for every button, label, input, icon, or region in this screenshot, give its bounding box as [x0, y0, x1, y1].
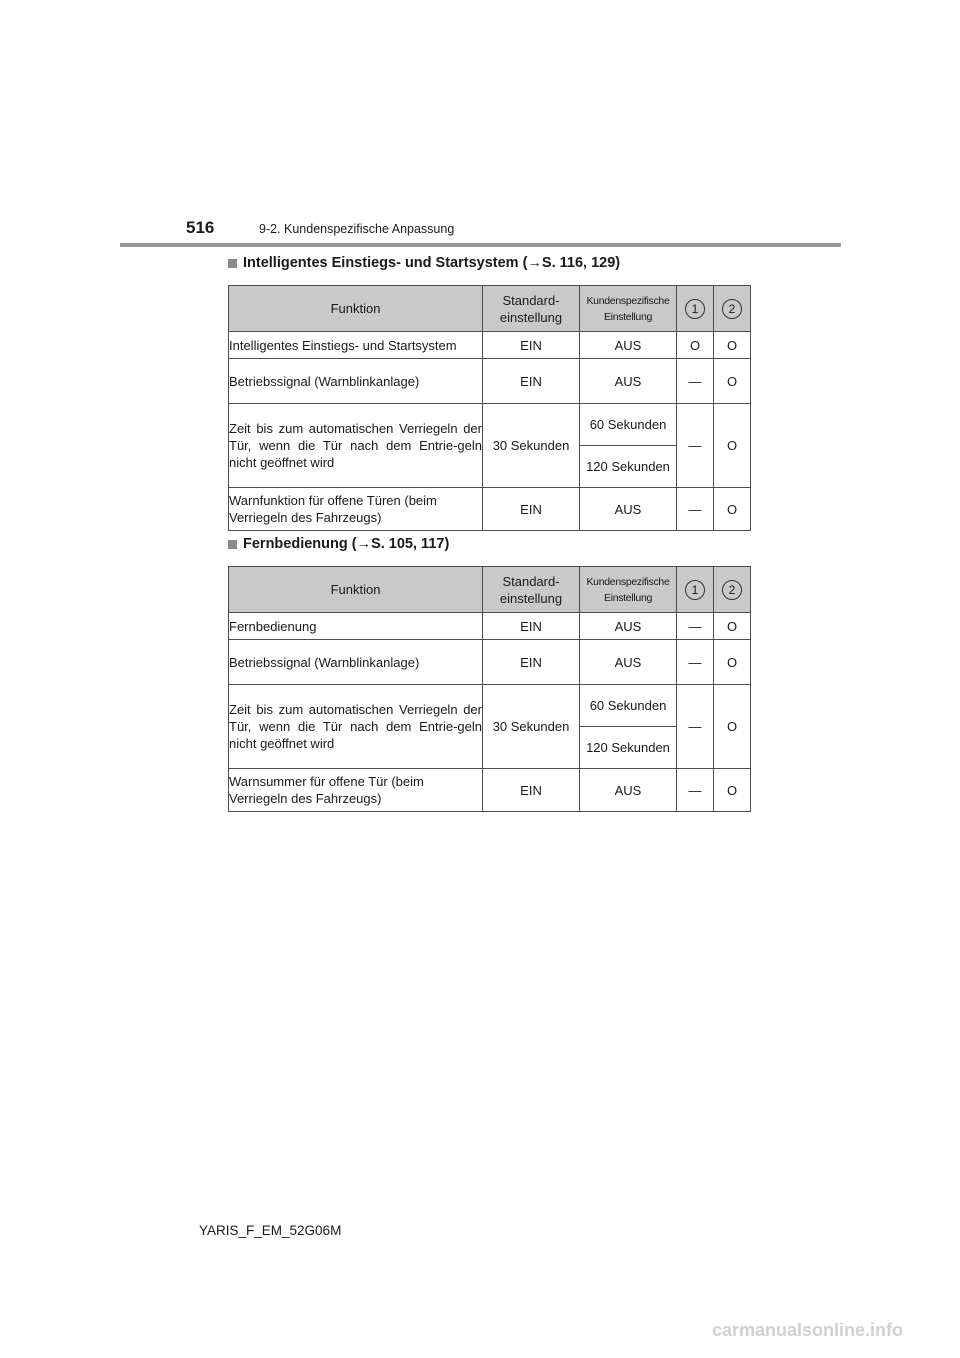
cell-function: Fernbedienung [229, 613, 483, 640]
cell-function: Warnfunktion für offene Türen (beim Verriegeln des Fahrzeugs) [229, 488, 483, 531]
column-header-default: Standard- einstellung [483, 286, 580, 332]
cell-default: EIN [483, 359, 580, 404]
cell-function: Zeit bis zum automatischen Verriegeln der Tür, wenn die Tür nach dem Entrie-geln nicht geöffnet wird [229, 685, 483, 769]
cell-custom-option: 60 Sekunden [580, 404, 677, 446]
header-divider [120, 243, 841, 247]
cell-c2: O [714, 404, 751, 488]
section-heading-remote [228, 536, 449, 552]
circled-1-icon: 1 [685, 580, 705, 600]
circled-2-icon: 2 [722, 580, 742, 600]
cell-c1: — [677, 685, 714, 769]
cell-default: EIN [483, 640, 580, 685]
table-row [229, 685, 751, 727]
column-header-2 [714, 286, 751, 332]
cell-custom-option: 120 Sekunden [580, 727, 677, 769]
table-row [229, 359, 751, 404]
cell-c2: O [714, 640, 751, 685]
column-header-1 [677, 286, 714, 332]
cell-custom: AUS [580, 359, 677, 404]
heading-text: Fernbedienung (→S. 105, 117) [243, 536, 450, 552]
cell-custom-option: 60 Sekunden [580, 685, 677, 727]
cell-c1: O [677, 332, 714, 359]
cell-default: EIN [483, 613, 580, 640]
circled-1-icon: 1 [685, 299, 705, 319]
table-row [229, 488, 751, 531]
cell-default: 30 Sekunden [483, 404, 580, 488]
cell-custom: AUS [580, 332, 677, 359]
column-header-custom: Kundenspezifische Einstellung [580, 567, 677, 613]
cell-custom: AUS [580, 613, 677, 640]
table-row [229, 613, 751, 640]
cell-function: Betriebssignal (Warnblinkanlage) [229, 359, 483, 404]
cell-function: Zeit bis zum automatischen Verriegeln der Tür, wenn die Tür nach dem Entrie-geln nicht geöffnet wird [229, 404, 483, 488]
settings-table-remote [228, 566, 751, 812]
watermark: carmanualsonline.info [712, 1320, 904, 1340]
cell-c1: — [677, 359, 714, 404]
cell-function: Intelligentes Einstiegs- und Startsystem [229, 332, 483, 359]
table-row [229, 404, 751, 446]
cell-custom-option: 120 Sekunden [580, 446, 677, 488]
heading-text: Intelligentes Einstiegs- und Startsystem (→S. 116, 129) [243, 255, 621, 271]
column-header-default: Standard- einstellung [483, 567, 580, 613]
cell-c2: O [714, 769, 751, 812]
cell-function: Betriebssignal (Warnblinkanlage) [229, 640, 483, 685]
circled-2-icon: 2 [722, 299, 742, 319]
page-number: 516 [186, 218, 215, 237]
section-title: 9-2. Kundenspezifische Anpassung [259, 222, 455, 236]
table-header-row [229, 286, 751, 332]
table-header-row [229, 567, 751, 613]
cell-default: 30 Sekunden [483, 685, 580, 769]
cell-c2: O [714, 685, 751, 769]
cell-c2: O [714, 332, 751, 359]
table-row [229, 332, 751, 359]
cell-function: Warnsummer für offene Tür (beim Verriegeln des Fahrzeugs) [229, 769, 483, 812]
table-row [229, 640, 751, 685]
cell-default: EIN [483, 769, 580, 812]
document-code: YARIS_F_EM_52G06M [199, 1223, 342, 1238]
settings-table-entry-start [228, 285, 751, 531]
cell-c1: — [677, 640, 714, 685]
cell-custom: AUS [580, 769, 677, 812]
section-heading-entry-start [228, 255, 620, 271]
cell-c1: — [677, 769, 714, 812]
table-row [229, 769, 751, 812]
cell-c1: — [677, 404, 714, 488]
cell-c2: O [714, 488, 751, 531]
cell-custom: AUS [580, 640, 677, 685]
square-bullet-icon [228, 259, 237, 268]
column-header-2 [714, 567, 751, 613]
cell-c1: — [677, 613, 714, 640]
cell-custom: AUS [580, 488, 677, 531]
square-bullet-icon [228, 540, 237, 549]
cell-c2: O [714, 359, 751, 404]
column-header-custom: Kundenspezifische Einstellung [580, 286, 677, 332]
cell-c1: — [677, 488, 714, 531]
column-header-1 [677, 567, 714, 613]
column-header-function: Funktion [229, 567, 483, 613]
cell-default: EIN [483, 488, 580, 531]
column-header-function: Funktion [229, 286, 483, 332]
cell-c2: O [714, 613, 751, 640]
cell-default: EIN [483, 332, 580, 359]
